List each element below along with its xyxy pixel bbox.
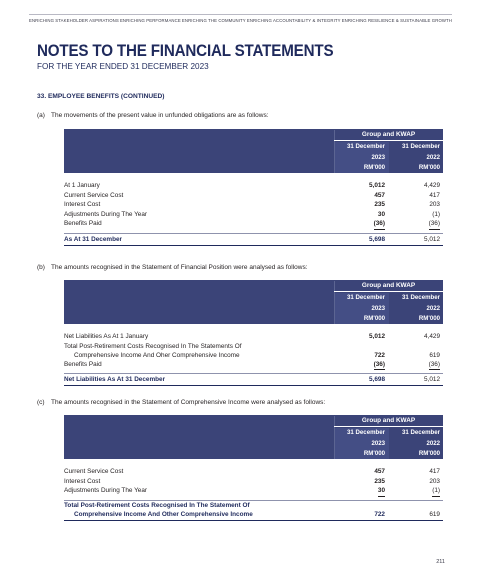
row-label-line: Benefits Paid — [64, 220, 102, 227]
table-label: (a) — [37, 112, 45, 119]
header-col-2023 — [347, 142, 385, 174]
value-2023: 235 — [374, 477, 385, 485]
value-2022: 4,429 — [424, 182, 440, 189]
row-label — [64, 210, 147, 220]
value-2023: 30 — [378, 486, 385, 497]
total-label-line: Total Post-Retirement Costs Recognised In The Statement Of — [64, 501, 250, 509]
row-label-line: Interest Cost — [64, 201, 101, 208]
header-col-2022-line2: 2022 — [426, 304, 440, 312]
total-label — [64, 374, 165, 385]
header-col-2023-line1: 31 December — [347, 429, 385, 436]
header-col-2022-line1: 31 December — [402, 294, 440, 301]
table-row — [64, 210, 443, 220]
table-row — [64, 360, 443, 370]
header-col-2023-line2: 2023 — [371, 153, 385, 161]
nav-item-stakeholder: ENRICHING STAKEHOLDER ASPIRATIONS — [29, 18, 119, 23]
header-col-2023-line1: 31 December — [347, 143, 385, 150]
value-2022: (1) — [432, 486, 440, 497]
value-2022: 203 — [429, 477, 440, 485]
total-label — [64, 234, 122, 245]
row-label — [64, 332, 148, 342]
row-label-line: Adjustments During The Year — [64, 210, 148, 218]
table-header — [64, 129, 443, 173]
table-intro-text: The amounts recognised in the Statement of Financial Position were analysed as follows: — [51, 264, 308, 271]
row-label-line: Current Service Cost — [64, 191, 124, 199]
table-intro-text: The amounts recognised in the Statement of Comprehensive Income were analysed as follows: — [51, 399, 326, 406]
value-2023: (36) — [374, 360, 385, 371]
header-col-2022-line1: 31 December — [402, 429, 440, 436]
table-total-row — [64, 500, 443, 521]
row-label — [64, 360, 102, 370]
header-col-2023-line3: RM'000 — [363, 164, 385, 171]
row-label — [64, 219, 102, 229]
section-heading: 33. EMPLOYEE BENEFITS (CONTINUED) — [37, 93, 165, 100]
row-label-line: At 1 January — [64, 182, 100, 189]
row-label — [64, 181, 100, 191]
value-2023: 457 — [374, 191, 385, 199]
row-label-line: Interest Cost — [64, 477, 101, 485]
header-group-label: Group and KWAP — [334, 417, 443, 427]
total-value-2022: 619 — [429, 510, 440, 518]
page-number: 211 — [436, 559, 445, 565]
table-label: (c) — [37, 399, 45, 406]
total-label — [64, 501, 253, 520]
header-col-2022-line1: 31 December — [402, 143, 440, 150]
table-intro — [37, 264, 308, 271]
header-col-2022-line2: 2022 — [426, 153, 440, 161]
value-2023: 235 — [374, 201, 385, 208]
row-label — [64, 191, 123, 201]
header-col-2023-line2: 2023 — [371, 439, 385, 447]
table-body — [64, 467, 443, 496]
nav-item-community: ENRICHING THE COMMUNITY — [181, 18, 246, 23]
row-label-line: Comprehensive Income And Oher Comprehensive Income — [74, 351, 240, 359]
total-value-2022: 5,012 — [424, 235, 440, 243]
total-value-2023: 5,698 — [369, 376, 385, 383]
total-label-line: As At 31 December — [64, 235, 123, 243]
value-2023: 5,012 — [369, 333, 385, 340]
header-col-2023 — [347, 293, 385, 325]
financial-table — [64, 415, 443, 521]
row-label-line: Benefits Paid — [64, 360, 102, 368]
value-2023: (36) — [374, 219, 385, 230]
row-label-line: Adjustments During The Year — [64, 487, 148, 494]
table-header — [64, 415, 443, 459]
table-row — [64, 181, 443, 191]
table-row — [64, 477, 443, 487]
total-value-2023: 722 — [374, 510, 385, 518]
total-value-2023: 5,698 — [369, 235, 385, 243]
header-col-2022-line3: RM'000 — [418, 315, 440, 322]
row-label-line: Total Post-Retirement Costs Recognised In The Statements Of — [64, 342, 242, 350]
header-col-2022-line3: RM'000 — [418, 164, 440, 171]
top-navigation — [29, 14, 452, 23]
value-2023: 5,012 — [369, 182, 385, 189]
table-row — [64, 219, 443, 229]
table-total-row — [64, 233, 443, 246]
page-title: NOTES TO THE FINANCIAL STATEMENTS — [37, 42, 334, 60]
value-2022: 417 — [429, 191, 440, 199]
header-col-2022-line2: 2022 — [426, 439, 440, 447]
value-2022: 417 — [429, 468, 440, 475]
nav-item-performance: ENRICHING PERFORMANCE — [119, 18, 181, 23]
header-col-2022 — [402, 428, 440, 460]
value-2022: 203 — [429, 201, 440, 208]
nav-item-accountability: ENRICHING ACCOUNTABILITY & INTEGRITY — [246, 18, 341, 23]
row-label — [64, 467, 123, 477]
nav-item-resilience: ENRICHING RESILIENCE & SUSTAINABLE GROWTH — [341, 18, 452, 23]
total-value-2022: 5,012 — [424, 376, 440, 383]
table-row — [64, 467, 443, 477]
header-col-2022-line3: RM'000 — [418, 450, 440, 457]
value-2022: (1) — [432, 210, 440, 218]
value-2022: (36) — [429, 219, 440, 230]
table-intro — [37, 112, 269, 119]
table-total-row — [64, 373, 443, 386]
value-2023: 457 — [374, 468, 385, 475]
table-row — [64, 332, 443, 342]
header-col-2023-line3: RM'000 — [363, 450, 385, 457]
header-col-2023-line1: 31 December — [347, 294, 385, 301]
header-col-2023-line3: RM'000 — [363, 315, 385, 322]
table-row — [64, 342, 443, 360]
value-2022: (36) — [429, 360, 440, 371]
table-row — [64, 486, 443, 496]
table-row — [64, 191, 443, 201]
value-2023: 30 — [377, 210, 385, 218]
table-label: (b) — [37, 264, 45, 271]
total-label-line: Comprehensive Income And Other Comprehensive Income — [74, 511, 253, 518]
table-body — [64, 181, 443, 229]
value-2022: 4,429 — [424, 333, 440, 340]
header-col-2022 — [402, 293, 440, 325]
header-group-label: Group and KWAP — [334, 131, 443, 141]
header-group-label: Group and KWAP — [334, 282, 443, 292]
row-label — [64, 200, 100, 210]
header-col-2023 — [347, 428, 385, 460]
table-intro — [37, 399, 326, 406]
row-label — [64, 342, 241, 360]
table-row — [64, 200, 443, 210]
financial-table — [64, 129, 443, 246]
table-header — [64, 280, 443, 324]
row-label-line: Current Service Cost — [64, 468, 124, 475]
page-subtitle: FOR THE YEAR ENDED 31 DECEMBER 2023 — [37, 62, 209, 71]
row-label-line: Net Liabilities As At 1 January — [64, 333, 149, 340]
financial-table — [64, 280, 443, 386]
row-label — [64, 477, 100, 487]
value-2023: 722 — [374, 351, 385, 359]
header-col-2023-line2: 2023 — [371, 304, 385, 312]
table-intro-text: The movements of the present value in unfunded obligations are as follows: — [51, 112, 269, 119]
value-2022: 619 — [429, 351, 440, 359]
row-label — [64, 486, 147, 496]
total-label-line: Net Liabilities As At 31 December — [64, 376, 166, 383]
table-body — [64, 332, 443, 369]
header-col-2022 — [402, 142, 440, 174]
